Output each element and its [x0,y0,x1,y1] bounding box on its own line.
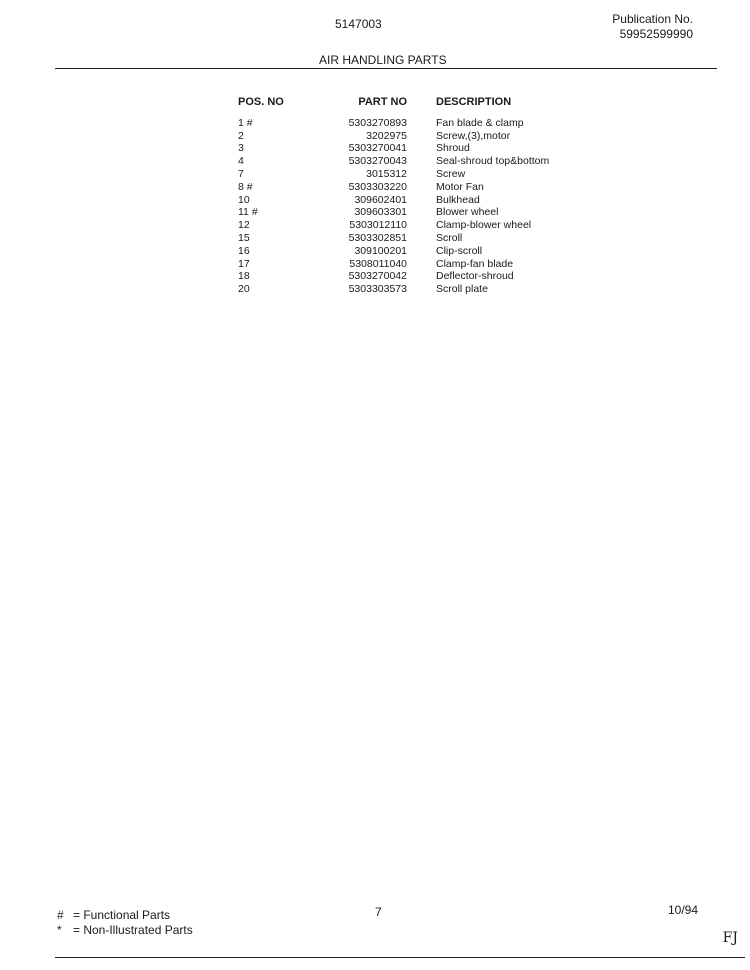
cell-description: Blower wheel [436,206,499,219]
cell-part-no: 3202975 [366,129,407,142]
cell-description: Clip-scroll [436,244,483,257]
table-row [238,117,596,130]
table-row [238,283,596,296]
cell-pos-no: 1 # [238,116,253,129]
cell-part-no: 5303012110 [349,219,407,232]
legend-item-functional [57,908,193,923]
cell-description: Screw,(3),motor [436,129,511,142]
cell-pos-no: 18 [238,270,250,283]
cell-pos-no: 4 [238,155,244,168]
legend-text: = Non-Illustrated Parts [73,923,193,937]
table-row [238,155,596,168]
table-row [238,130,596,143]
cell-pos-no: 17 [238,257,250,270]
cell-part-no: 5303270043 [348,155,407,168]
cell-pos-no: 7 [238,167,244,180]
parts-table-body [238,117,596,296]
footer-divider [55,957,745,958]
cell-description: Seal-shroud top&bottom [436,155,550,168]
cell-description: Motor Fan [436,180,484,193]
page-date: 10/94 [667,903,698,917]
cell-part-no: 5308011040 [349,257,407,270]
legend-text: = Functional Parts [73,908,171,922]
cell-pos-no: 15 [238,231,250,244]
cell-part-no: 5303303573 [348,283,407,296]
cell-description: Clamp-fan blade [436,257,514,270]
table-header-row [238,96,596,117]
cell-description: Deflector-shroud [436,270,514,283]
column-header-pos-no: POS. NO [238,96,284,108]
cell-pos-no: 10 [238,193,250,206]
cell-description: Fan blade & clamp [436,116,524,129]
cell-description: Scroll [436,231,463,244]
publication-block [612,12,693,42]
cell-part-no: 5303303220 [348,180,407,193]
cell-part-no: 309603301 [354,206,407,219]
cell-part-no: 5303302851 [348,231,407,244]
cell-pos-no: 16 [238,244,250,257]
cell-pos-no: 3 [238,142,244,155]
cell-pos-no: 11 # [238,206,258,219]
table-row [238,270,596,283]
cell-description: Bulkhead [436,193,480,206]
page-number: 7 [375,905,382,919]
corner-mark: FJ [722,930,738,946]
cell-description: Clamp-blower wheel [436,219,532,232]
cell-description: Scroll plate [436,283,488,296]
cell-part-no: 5303270041 [348,142,407,155]
cell-description: Shroud [436,142,470,155]
cell-part-no: 5303270893 [348,116,407,129]
cell-part-no: 3015312 [366,167,407,180]
parts-table [238,96,596,296]
section-title: AIR HANDLING PARTS [319,53,447,67]
publication-label: Publication No. [612,12,693,26]
cell-part-no: 5303270042 [348,270,407,283]
header-divider [55,68,717,69]
cell-part-no: 309602401 [354,193,407,206]
table-row [238,142,596,155]
table-row [238,232,596,245]
cell-part-no: 309100201 [354,244,407,257]
cell-pos-no: 12 [238,219,250,232]
table-row [238,206,596,219]
cell-pos-no: 8 # [238,180,253,193]
cell-pos-no: 20 [238,283,250,296]
legend [57,908,193,938]
table-row [238,194,596,207]
table-row [238,181,596,194]
column-header-part-no: PART NO [358,96,407,108]
legend-item-non-illustrated [57,923,193,938]
model-number: 5147003 [335,17,382,31]
table-row [238,258,596,271]
table-row [238,219,596,232]
legend-symbol: * [57,923,62,937]
cell-pos-no: 2 [238,129,244,142]
table-row [238,168,596,181]
table-row [238,245,596,258]
cell-description: Screw [436,167,466,180]
column-header-description: DESCRIPTION [436,96,512,108]
legend-symbol: # [57,908,64,922]
publication-number: 59952599990 [619,27,693,41]
